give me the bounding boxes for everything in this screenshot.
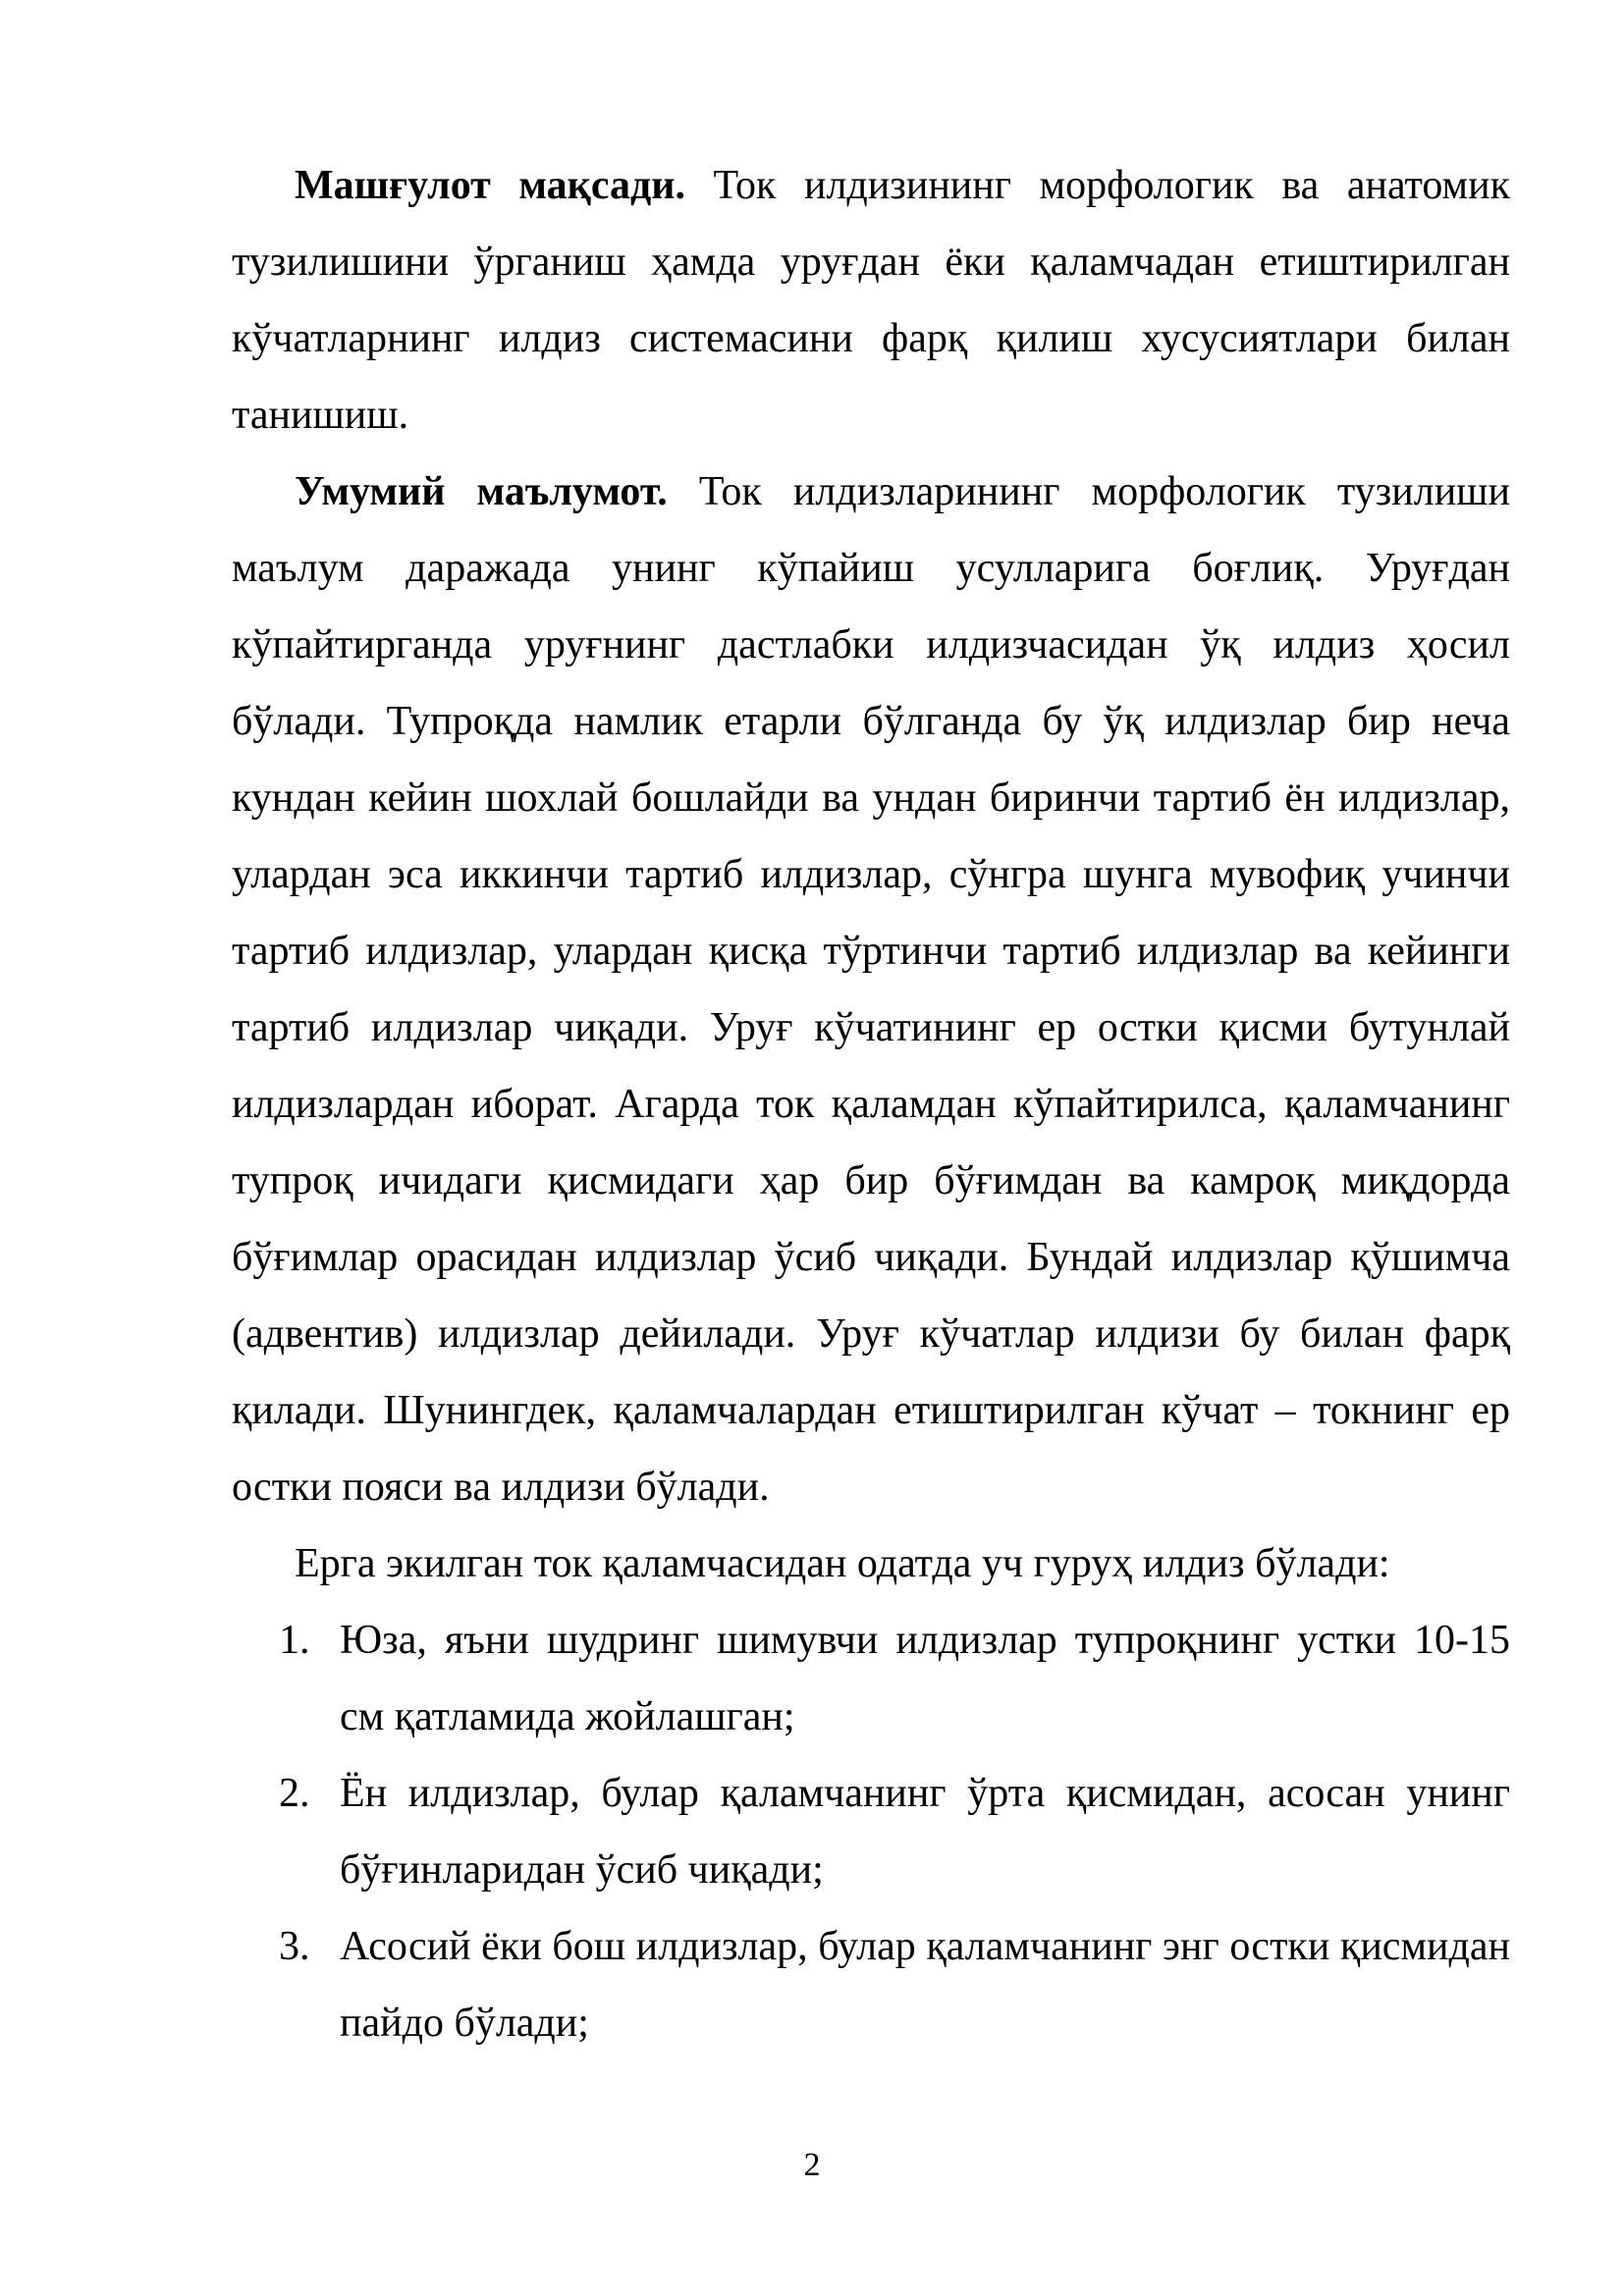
paragraph-general-info-text: Ток илдизларининг морфологик тузилиши маълум даражада унинг кўпайиш усулларига боғлиқ. Уруғдан кўпайтирганда уруғнинг дастлабки илдизчасидан ўқ илдиз ҳосил бўлади. Тупроқда намлик етарли бўлганда бу ўқ илдизлар бир неча кундан кейин шохлай бошлайди ва ундан биринчи тартиб ён илдизлар, улардан эса иккинчи тартиб илдизлар, сўнгра шунга мувофиқ учинчи тартиб илдизлар, улардан қисқа тўртинчи тартиб илдизлар ва кейинги тартиб илдизлар чиқади. Уруғ кўчатининг ер остки қисми бутунлай илдизлардан иборат. Агарда ток қаламдан кўпайтирилса, қаламчанинг тупроқ ичидаги қисмидаги ҳар бир бўғимдан ва камроқ миқдорда бўғимлар орасидан илдизлар ўсиб чиқади. Бундай илдизлар қўшимча (адвентив) илдизлар дейилади. Уруғ кўчатлар илдизи бу билан фарқ қилади. Шунингдек, қаламчалардан етиштирилган кўчат – токнинг ер остки пояси ва илдизи бўлади. xyxy=(232,469,1510,1510)
paragraph-objective-text: Ток илдизининг морфологик ва анатомик тузилишини ўрганиш ҳамда уруғдан ёки қаламчадан етиштирилган кўчатларнинг илдиз системасини фарқ қилиш хусусиятлари билан танишиш. xyxy=(232,163,1511,438)
paragraph-root-groups-intro xyxy=(232,1525,1510,1602)
root-groups-list xyxy=(232,1602,1510,2061)
paragraph-general-info xyxy=(232,454,1510,1525)
list-item xyxy=(232,1908,1510,2061)
list-item-text: Асосий ёки бош илдизлар, булар қаламчанинг энг остки қисмидан пайдо бўлади; xyxy=(340,1924,1510,2046)
page-number: 2 xyxy=(803,2147,821,2183)
list-item-number: 2. xyxy=(279,1771,310,1816)
document-page xyxy=(232,147,1510,2061)
list-item xyxy=(232,1602,1510,1755)
list-item xyxy=(232,1755,1510,1908)
paragraph-general-info-heading: Умумий маълумот. xyxy=(295,469,668,514)
list-item-number: 3. xyxy=(279,1924,310,1969)
list-item-number: 1. xyxy=(279,1618,310,1663)
paragraph-objective-heading: Машғулот мақсади. xyxy=(295,163,685,208)
paragraph-objective xyxy=(232,147,1510,454)
list-item-text: Ён илдизлар, булар қаламчанинг ўрта қисмидан, асосан унинг бўғинларидан ўсиб чиқади; xyxy=(340,1771,1510,1893)
list-item-text: Юза, яъни шудринг шимувчи илдизлар тупроқнинг устки 10-15 см қатламида жойлашган; xyxy=(340,1618,1510,1739)
paragraph-root-groups-intro-text: Ерга экилган ток қаламчасидан одатда уч гуруҳ илдиз бўлади: xyxy=(295,1541,1390,1586)
